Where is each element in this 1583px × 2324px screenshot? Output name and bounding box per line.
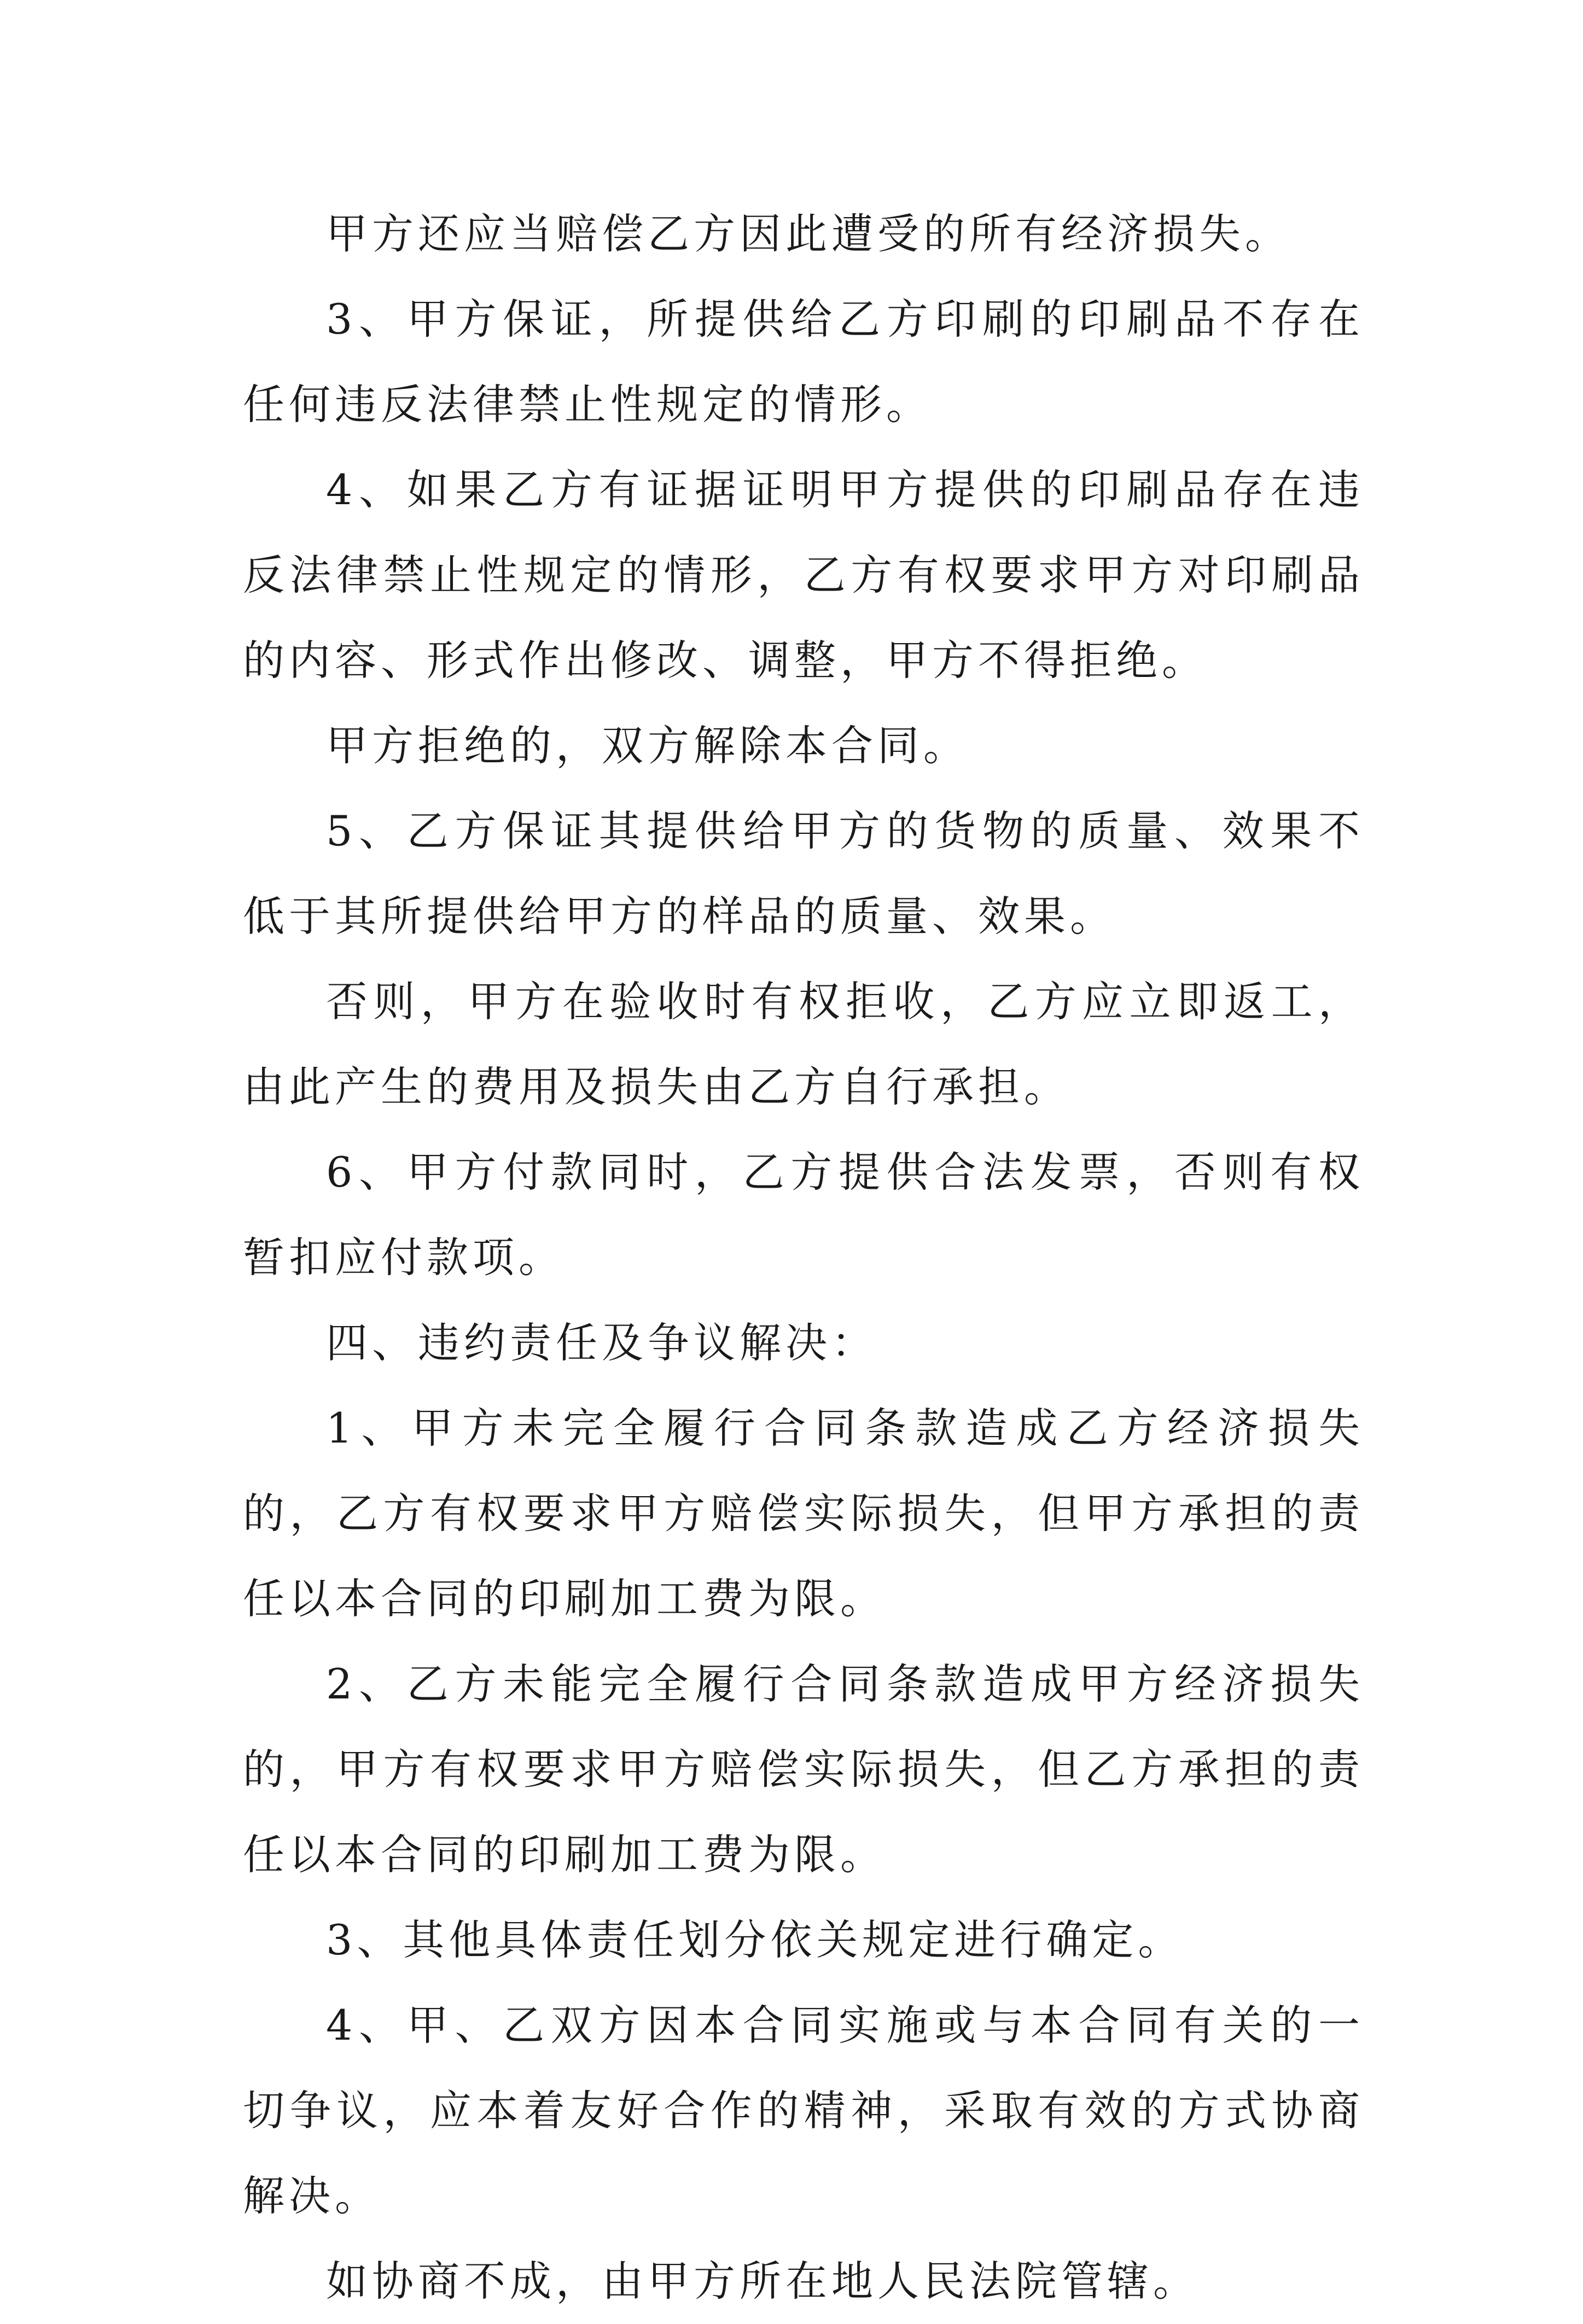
paragraph-clause-4-evidence: 4、如果乙方有证据证明甲方提供的印刷品存在违反法律禁止性规定的情形，乙方有权要求甲方对印刷品的内容、形式作出修改、调整，甲方不得拒绝。: [243, 465, 1364, 685]
paragraph-jurisdiction: 如协商不成，由甲方所在地人民法院管辖。: [326, 2257, 1199, 2305]
paragraph-liability-4: 4、甲、乙双方因本合同实施或与本合同有关的一切争议，应本着友好合作的精神，采取有效的方式协商解决。: [243, 2001, 1364, 2220]
paragraph-clause-5-quality: 5、乙方保证其提供给甲方的货物的质量、效果不低于其所提供给甲方的样品的质量、效果。: [243, 807, 1364, 941]
paragraph-compensation: 甲方还应当赔偿乙方因此遭受的所有经济损失。: [326, 209, 1291, 258]
document-body: [243, 191, 1364, 2324]
paragraph-liability-2: 2、乙方未能完全履行合同条款造成甲方经济损失的，甲方有权要求甲方赔偿实际损失，但乙方承担的责任以本合同的印刷加工费为限。: [243, 1660, 1364, 1879]
paragraph-liability-1: 1、甲方未完全履行合同条款造成乙方经济损失的，乙方有权要求甲方赔偿实际损失，但甲方承担的责任以本合同的印刷加工费为限。: [243, 1404, 1364, 1623]
section-heading-liability: 四、违约责任及争议解决：: [326, 1318, 877, 1367]
paragraph-termination: 甲方拒绝的，双方解除本合同。: [326, 721, 969, 770]
paragraph-clause-6-invoice: 6、甲方付款同时，乙方提供合法发票，否则有权暂扣应付款项。: [243, 1148, 1364, 1282]
paragraph-clause-3-guarantee: 3、甲方保证，所提供给乙方印刷的印刷品不存在任何违反法律禁止性规定的情形。: [243, 295, 1364, 429]
paragraph-liability-3: 3、其他具体责任划分依关规定进行确定。: [326, 1916, 1184, 1964]
paragraph-rejection: 否则，甲方在验收时有权拒收，乙方应立即返工，由此产生的费用及损失由乙方自行承担。: [243, 977, 1364, 1111]
